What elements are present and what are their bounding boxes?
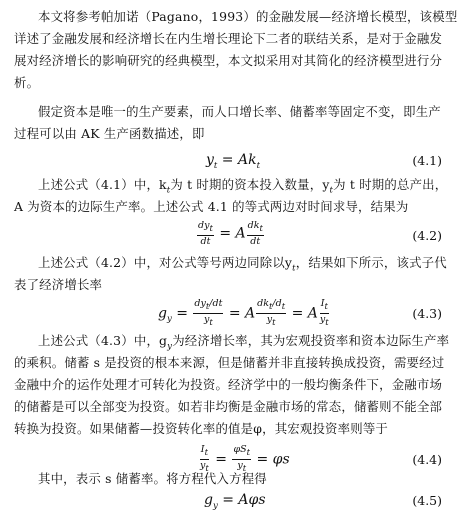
equation-4-5-number: (4.5): [412, 493, 442, 508]
equation-4-3-formula: $g_y$ = $\frac{dy_t/dt}{y_t}$ = A $\frac{dk_t/d_t}{y_t}$ = A $\frac{I_t}{y_t}$: [158, 298, 329, 328]
equation-4-1: [0, 148, 462, 174]
paragraph-2-line-2: 过程可以由 AK 生产函数描述，即: [14, 126, 205, 141]
paragraph-2-line-1: 假定资本是唯一的生产要素，而人口增长率、储蓄率等固定不变，即生产: [38, 104, 441, 119]
paragraph-5-line-5: 转换为投资。如果储蓄—投资转化率的值是φ，其宏观投资率则等于: [14, 421, 389, 436]
equation-4-3: [0, 296, 462, 330]
paragraph-4-line-2: 表了经济增长率: [14, 277, 103, 292]
paragraph-3-line-2: A 为资本的边际生产率。上述公式 4.1 的等式两边对时间求导，结果为: [14, 199, 409, 214]
equation-4-4-number: (4.4): [412, 452, 442, 467]
paragraph-1-line-4: 析。: [14, 75, 40, 90]
paragraph-4-line-1: 上述公式（4.2）中，对公式等号两边同除以$y_t$，结果如下所示，该式子代: [38, 255, 447, 274]
equation-4-1-number: (4.1): [412, 153, 442, 168]
equation-4-2-number: (4.2): [412, 228, 442, 243]
paragraph-5-line-1: 上述公式（4.3）中，$g_y$为经济增长率，其为宏观投资率和资本边际生产率: [38, 333, 450, 352]
equation-4-2-formula: $\frac{dy_t}{dt}$ = A $\frac{dk_t}{dt}$: [198, 220, 263, 247]
paragraph-5-line-3: 金融中介的运作处理才可转化为投资。经济学中的一般均衡条件下，金融市场: [14, 377, 443, 392]
paragraph-1-line-1: 本文将参考帕加诺（Pagano，1993）的金融发展—经济增长模型，该模型: [38, 9, 458, 24]
paragraph-1-line-2: 详述了金融发展和经济增长在内生增长理论下二者的联结关系，是对于金融发: [14, 31, 443, 46]
equation-4-2: [0, 218, 462, 252]
equation-4-5-formula: $g_y = A\varphi s$: [204, 492, 266, 511]
paragraph-6-line-1: 其中，表示 s 储蓄率。将方程代入方程得: [38, 471, 267, 486]
equation-4-3-number: (4.3): [412, 306, 442, 321]
paragraph-5-line-4: 的储蓄是可以全部变为投资。如若非均衡是金融市场的常态，储蓄则不能全部: [14, 399, 443, 414]
paragraph-3-line-1: 上述公式（4.1）中，$k_t$为 t 时期的资本投入数量，$y_t$为 t 时期的总产出，: [38, 177, 448, 196]
equation-4-5: [0, 488, 462, 514]
equation-4-4-formula: $\frac{I_t}{y_t}$ = $\frac{\varphi S_t}{y_t}$ = φs: [200, 444, 290, 474]
paragraph-1-line-3: 展对经济增长的影响研究的经典模型，本文拟采用对其简化的经济模型进行分: [14, 53, 443, 68]
paragraph-5-line-2: 的乘积。储蓄 s 是投资的根本来源，但是储蓄并非直接转换成投资，需要经过: [14, 355, 445, 370]
equation-4-1-formula: $y_t = Ak_t$: [206, 152, 260, 171]
